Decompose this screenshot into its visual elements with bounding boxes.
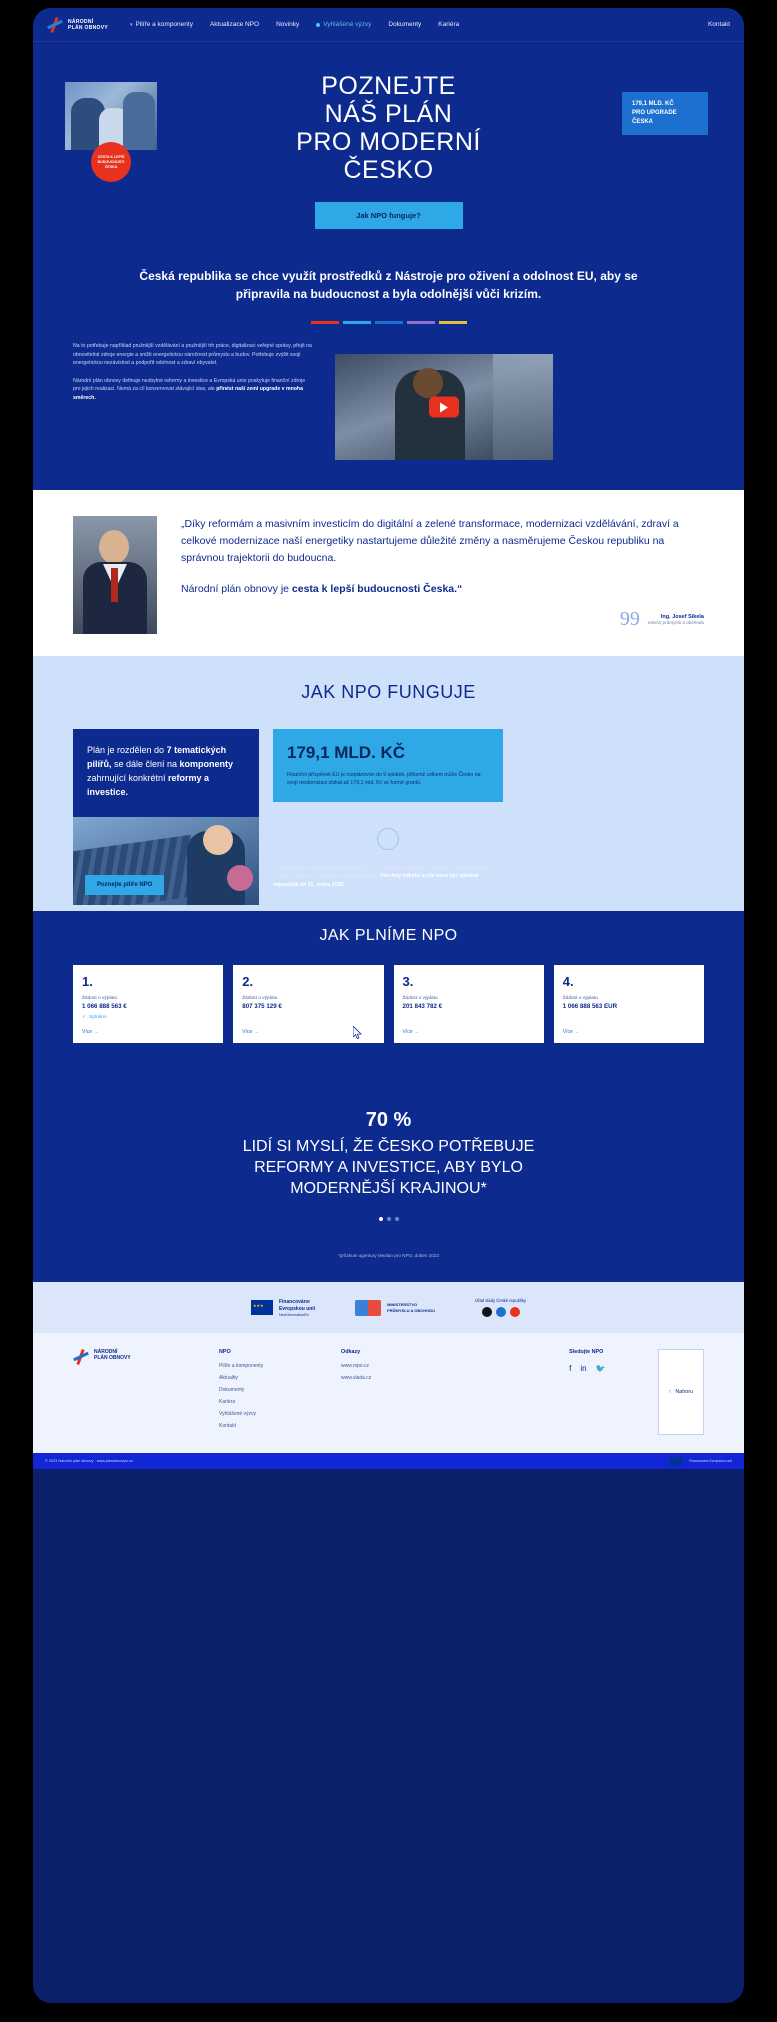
payment-card-amount: 1 066 888 563 € [82,1003,127,1010]
carousel-dots[interactable] [73,1217,704,1221]
footer-logo-line-2: PLÁN OBNOVY [94,1355,131,1362]
facebook-icon[interactable]: f [569,1364,572,1373]
footer-column-npo [219,1349,315,1435]
milestones-text-bold: Všechny milníky a cíle musí být splněné nejpozději do 31. srpna 2026. [273,873,479,888]
amount-card-text: Finanční příspěvek EU je rozplánován do 9 splátek, přičemž celkem může Česko na svojí modernizaci získat až 179,1 mld. Kč ve formě grantů. [287,772,481,787]
quote-text-2-bold: cesta k lepší budoucnosti Česka.“ [291,583,463,595]
logo-line-1: NÁRODNÍ [68,18,94,25]
footer-link-dokumenty[interactable]: Dokumenty [219,1387,245,1393]
nav-item-label: Vyhlášené výzvy [323,21,372,28]
footer-column-title: NPO [219,1349,231,1355]
nav-item-kontakt[interactable]: Kontakt [707,21,730,28]
milestones-text-plain: Uvolnění těchto splátek je podmíněno tím, že Česko bude průběžně uspokojivě plnit příslušné milníky a cíle, které si samo stanovilo v plánu. [273,864,489,880]
hero-cta-button[interactable]: Jak NPO funguje? [315,202,463,229]
mpo-mark-icon [355,1300,381,1316]
nav-item-aktualizace[interactable] [210,21,259,28]
mouse-cursor-icon [353,1026,362,1039]
payment-card-amount: 807 375 129 € [242,1003,282,1010]
payment-card-label: Žádost o výplatu [242,996,278,1001]
payment-card-4[interactable] [554,965,704,1043]
gov-mark-1-icon [482,1307,492,1317]
play-icon[interactable] [429,397,459,418]
quote-text-2 [181,581,704,598]
payment-card-status [82,1015,214,1020]
payment-card-1[interactable] [73,965,223,1043]
hero-badge-amount: 179,1 MLD. KČ [632,101,674,107]
pillars-bold-2: komponenty [179,759,234,769]
intro-columns [33,340,744,460]
intro-paragraph-2-bold: přinést naší zemi upgrade v mnoha směrech. [73,386,303,401]
gov-mark-2-icon [496,1307,506,1317]
hero-circle-badge: CESTA K LEPŠÍ BUDOUCNOSTI ČESKA [91,142,131,182]
footer-logo-line-1: NÁRODNÍ [94,1349,118,1355]
milestones-text [273,864,503,889]
payment-card-more-link[interactable]: Více → [562,1029,580,1035]
intro-paragraph-2 [73,377,313,403]
hero-title-line-3: PRO MODERNÍ [296,128,481,156]
nav-items [130,21,708,28]
government-logo-title: Úřad vlády České republiky [475,1298,527,1303]
nav-item-pilire[interactable] [130,21,193,28]
footer-link-vyzvy[interactable]: Vyhlášené výzvy [219,1411,257,1417]
chevron-down-icon: ▾ [129,21,133,28]
survey-line-2: REFORMY A INVESTICE, ABY BYLO [254,1159,523,1176]
mpo-logo-line-1: MINISTERSTVO [387,1301,418,1307]
payment-card-more-link[interactable]: Více → [402,1029,419,1035]
active-dot-icon [316,23,320,27]
footer-link-aktuality[interactable]: Aktuality [219,1375,238,1381]
divider-segment-5 [439,321,467,324]
survey-source: *průzkum agentury Median pro NPO, duben 2023 [33,1231,744,1282]
nav-item-label: Novinky [276,21,300,28]
npo-footer-logo-icon [73,1349,89,1365]
intro-copy [73,342,313,460]
quote-signature [181,608,704,630]
footer-link-kariera[interactable]: Kariéra [219,1399,236,1405]
payment-card-amount: 1 066 888 563 EUR [562,1003,618,1010]
logo-line-2: PLÁN OBNOVY [68,24,108,31]
divider-segment-1 [311,321,339,324]
government-logo [475,1298,526,1317]
footer-column-title: Odkazy [341,1349,361,1355]
payment-card-number: 4. [562,974,574,989]
nav-item-label: Pilíře a komponenty [135,21,193,28]
npo-logo-icon [47,17,63,33]
footer-link-mpo[interactable]: www.mpo.cz [341,1363,370,1369]
mpo-logo-line-2: PRŮMYSLU A OBCHODU [387,1307,436,1313]
eu-funding-logo [251,1299,315,1317]
payment-cards [73,965,704,1043]
survey-statement [73,1136,704,1199]
intro-paragraph-2-text: Národní plán obnovy definuje nezbytné reformy a investice a Evropská unie poskytuje finanční zdroje pro jejich realizaci. Nemá za cíl konzervovat stávající stav, ale [73,377,306,393]
progress-section [33,911,744,1083]
payment-card-label: Žádost o výplatu [82,996,118,1001]
eu-logo-line-2: Evropskou unií [278,1305,316,1312]
page-content [33,8,744,1469]
footer-column-odkazy [341,1349,437,1435]
nav-item-vyhlasene-vyzvy[interactable] [316,21,371,28]
section-heading-how-it-works: JAK NPO FUNGUJE [301,682,476,702]
eu-flag-small-icon [669,1457,683,1466]
footer-social-block [569,1349,605,1435]
quote-text-1: „Díky reformám a masivním investicím do digitální a zelené transformace, modernizaci vzdělávání, zdraví a celkové modernizace naší energetiky nastartujeme důležité změny a nasměrujeme Českou republiku na správnou trajektorii do budoucna. [181,518,679,564]
eu-logo-line-3: NextGenerationEU [278,1312,310,1317]
eu-logo-line-1: Financováno [278,1298,310,1305]
hero-title-line-1: POZNEJTE [321,72,456,100]
linkedin-icon[interactable]: in [580,1364,587,1373]
footer [33,1333,744,1453]
carousel-dot-3[interactable] [395,1217,399,1221]
color-divider [33,303,744,340]
payment-card-amount: 201 843 782 € [402,1003,443,1010]
footer-logo[interactable] [73,1349,193,1435]
mpo-logo [355,1300,435,1316]
nav-item-label: Dokumenty [388,21,422,28]
pillars-bold-3: reformy a investice. [87,773,210,797]
eu-flag-icon [251,1300,273,1315]
survey-percentage: 70 % [365,1109,412,1131]
survey-line-3: MODERNĚJŠÍ KRAJINOU* [290,1180,487,1197]
nav-item-novinky[interactable] [276,21,299,28]
pillars-button[interactable]: Poznejte pilíře NPO [85,875,164,895]
payment-card-number: 2. [242,974,254,989]
nav-item-kariera[interactable] [438,21,459,28]
arrow-up-icon: ↑ [668,1389,672,1395]
hero-badge-subtitle: PRO UPGRADE ČESKA [632,110,677,125]
amount-card [273,729,503,802]
payment-card-number: 1. [82,974,93,989]
quote-mark-icon: 99 [619,608,640,630]
intro-paragraph-1: Na to potřebuje například pružnější vzdělávání a pružnější trh práce, digitalizaci veřejné správy, přejít na obnovitelné zdroje energie a snížit energetickou náročnost průmyslu a budov. Potřebuje zvýšit svoji energetickou nezávislost a podpořit odolnost a zdraví obyvatel. [73,343,312,367]
hero-lead-text: Česká republika se chce využít prostředků z Nástroje pro oživení a odolnost EU, aby se připravila na budoucnost a byla odolnější vůči krizím. [33,265,744,303]
hero-section [33,42,744,490]
browser-window [33,8,744,2003]
quote-section [33,490,744,656]
copyright-text: © 2023 Národní plán obnovy · www.planobnovycr.cz [45,1459,134,1463]
payment-card-more-link[interactable]: Více → [82,1029,99,1035]
quote-author-role: ministr průmyslu a obchodu [647,619,704,625]
eu-funding-note: Financováno Evropskou unií [689,1459,732,1463]
payment-card-label: Žádost o výplatu [402,996,438,1001]
nav-item-dokumenty[interactable] [388,21,421,28]
payment-card-status-label: Splněno [89,1015,107,1020]
quote-text-2-plain: Národní plán obnovy je [181,583,292,595]
footer-link-vlada[interactable]: www.vlada.cz [341,1375,372,1381]
check-icon: ✓ [82,1015,87,1020]
payment-card-label: Žádost o výplatu [562,996,598,1001]
survey-line-1: LIDÍ SI MYSLÍ, ŽE ČESKO POTŘEBUJE [242,1138,535,1155]
carousel-dot-1[interactable] [379,1217,383,1221]
top-navigation [33,8,744,42]
nav-item-label: Aktualizace NPO [209,21,260,28]
minister-photo [73,516,157,634]
footer-link-pilire[interactable]: Pilíře a komponenty [219,1363,264,1369]
gov-mark-3-icon [510,1307,520,1317]
hero-amount-badge [622,92,708,135]
quote-author: Ing. Josef Síkela [660,613,704,620]
hero-title-line-2: NÁŠ PLÁN [324,100,453,128]
divider-segment-2 [343,321,371,324]
footer-link-kontakt[interactable]: Kontakt [219,1423,236,1429]
survey-stat-section [33,1083,744,1231]
how-npo-works-section [33,656,744,911]
payment-card-2[interactable] [233,965,383,1043]
footer-follow-title: Sledujte NPO [569,1349,604,1355]
amount-card-title: 179,1 MLD. KČ [287,743,406,762]
twitter-icon[interactable]: 🐦 [595,1364,606,1373]
carousel-dot-2[interactable] [387,1217,391,1221]
check-circle-icon: ✓ [377,828,399,850]
copyright-bar [33,1453,744,1469]
site-logo[interactable] [47,17,108,33]
pillars-image [73,817,259,905]
intro-video[interactable] [335,354,553,460]
payment-card-more-link[interactable]: Více → [242,1029,259,1035]
section-heading-progress: JAK PLNÍME NPO [319,927,458,944]
back-to-top-button[interactable] [658,1349,704,1435]
pillars-description-card: Plán je rozdělen do 7 tematických pilířů, se dále člení na komponenty zahrnující konkrétní reformy a investice. [73,729,259,817]
hero-title-line-4: ČESKO [343,156,434,184]
nav-item-label: Kariéra [438,21,460,28]
pillars-bold-1: 7 tematických pilířů, [87,745,227,769]
divider-segment-3 [375,321,403,324]
divider-segment-4 [407,321,435,324]
back-to-top-label: Nahoru [675,1389,693,1395]
partner-logos [33,1282,744,1333]
payment-card-3[interactable] [394,965,544,1043]
payment-card-number: 3. [402,974,414,989]
